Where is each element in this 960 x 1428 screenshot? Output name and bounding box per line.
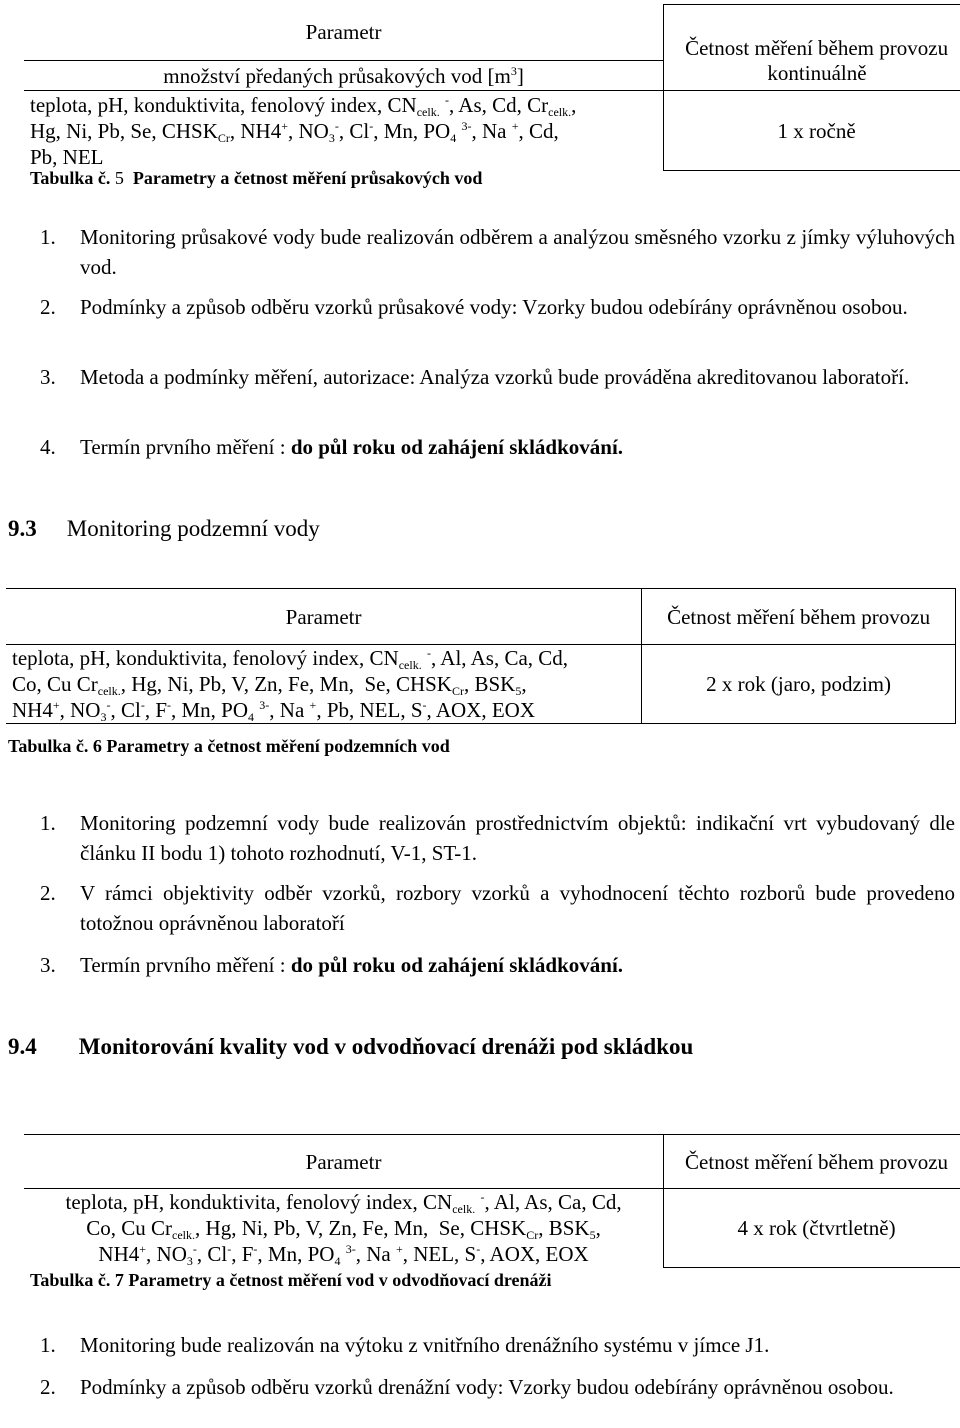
sec1-item-4: 4. Termín prvního měření : do půl roku od zahájení skládkování. [40,435,624,459]
t6-row-frequency: 2 x rok (jaro, podzim) [642,645,956,724]
table-7 [24,1134,960,1268]
t5-row2-parameter: teplota, pH, konduktivita, fenolový index, $CN_{celk.}$ -, As, Cd, $Cr_{celk.}$, Hg, Ni, Pb, Se, $CHSK_{Cr}$, NH4+, $NO_3^-$, Cl-, Mn, $PO_4$ $^{3-}$, Na +, Cd, Pb, NEL [24,91,664,171]
t5-row2-frequency: 1 x ročně [664,91,960,171]
sec1-item-1: 1. Monitoring průsakové vody bude realizován odběrem a analýzou směsného vzorku z jímky výluhových vod. [40,225,955,279]
t5-row1-parameter: množství předaných průsakových vod $[m^3]$ [24,61,664,91]
t6-header-frequency: Četnost měření během provozu [642,589,956,645]
t7-row-frequency: 4 x rok (čtvrtletně) [664,1189,960,1268]
t5-row1-frequency: kontinuálně [767,61,867,85]
heading-9-3: 9.3 Monitoring podzemní vody [8,516,320,541]
t7-header-frequency: Četnost měření během provozu [664,1135,960,1189]
t6-row-parameter: teplota, pH, konduktivita, fenolový index, $CN_{celk.}$ -, Al, As, Ca, Cd, Co, Cu $Cr_{celk.}$, Hg, Ni, Pb, V, Zn, Fe, Mn, Se, $CHSK_{Cr}$, $BSK_5$, NH4+, $NO_3^-$, Cl-, F-, Mn, $PO_4$ $^{3-}$, Na +, Pb, NEL, S-, AOX, EOX [6,645,642,724]
t7-header-parameter: Parametr [24,1135,664,1189]
heading-9-4: 9.4 Monitorování kvality vod v odvodňovací drenáži pod skládkou [8,1034,694,1059]
t6-caption: Tabulka č. 6 Parametry a četnost měření podzemních vod [8,736,450,756]
t7-caption: Tabulka č. 7 Parametry a četnost měření vod v odvodňovací drenáži [30,1270,552,1290]
sec2-item-2: 2. V rámci objektivity odběr vzorků, rozbory vzorků a vyhodnocení těchto rozborů bude provedeno totožnou oprávněnou laboratoří [40,881,955,935]
sec3-item-1: 1. Monitoring bude realizován na výtoku z vnitřního drenážního systému v jímce J1. [40,1333,770,1357]
t5-header-frequency: Četnost měření během provozu [664,5,960,91]
sec2-item-3: 3. Termín prvního měření : do půl roku od zahájení skládkování. [40,953,624,977]
t5-caption: Tabulka č. 5 Parametry a četnost měření průsakových vod [30,168,483,188]
table-6 [6,588,956,724]
sec3-item-2: 2. Podmínky a způsob odběru vzorků drenážní vody: Vzorky budou odebírány oprávněnou osobou. [40,1375,894,1399]
sec1-item-3: 3. Metoda a podmínky měření, autorizace: Analýza vzorků bude prováděna akreditovanou laboratoří. [40,365,910,389]
sec2-item-1: 1. Monitoring podzemní vody bude realizován prostřednictvím objektů: indikační vrt vybudovaný dle článku II bodu 1) tohoto rozhodnutí, V-1, ST-1. [40,811,955,865]
sec1-item-2: 2. Podmínky a způsob odběru vzorků průsakové vody: Vzorky budou odebírány oprávněnou osobou. [40,295,908,319]
t6-header-parameter: Parametr [6,589,642,645]
t5-header-parameter: Parametr [24,5,664,61]
t7-row-parameter: teplota, pH, konduktivita, fenolový index, $CN_{celk.}$ -, Al, As, Ca, Cd, Co, Cu $Cr_{celk.}$, Hg, Ni, Pb, V, Zn, Fe, Mn, Se, $CHSK_{Cr}$, $BSK_5$, NH4+, $NO_3^-$, Cl-, F-, Mn, $PO_4$ $^{3-}$, Na +, NEL, S-, AOX, EOX [24,1189,664,1268]
